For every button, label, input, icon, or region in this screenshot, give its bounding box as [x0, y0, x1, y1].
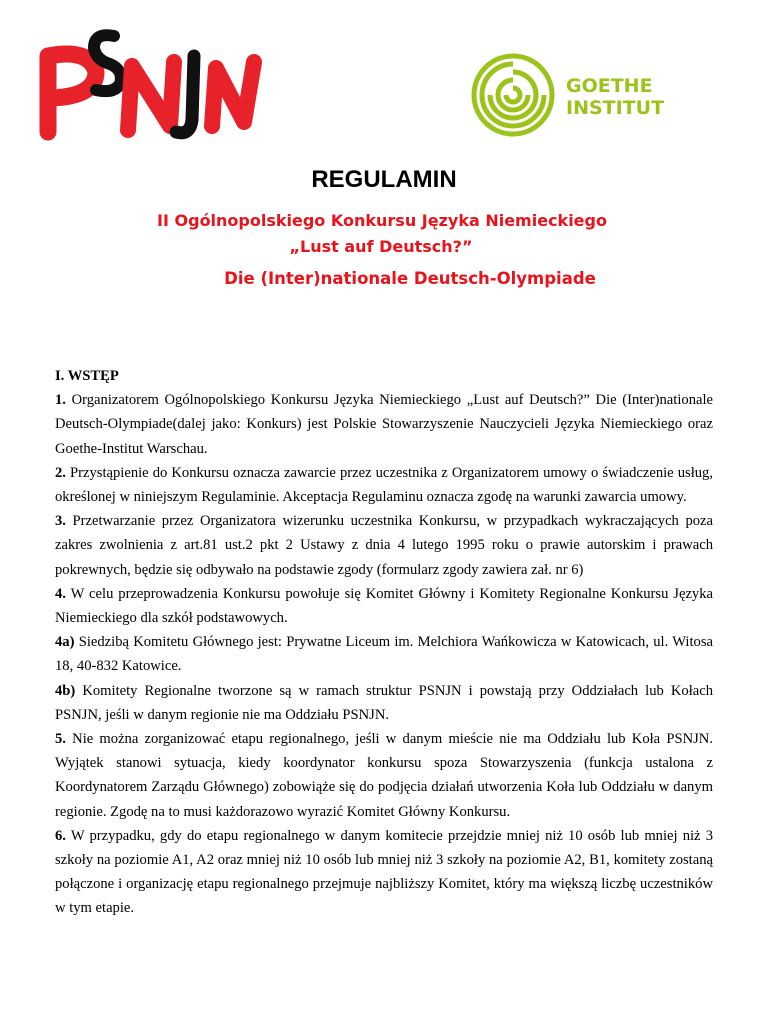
paragraph-number: 6. — [55, 827, 66, 844]
paragraph-text: Organizatorem Ogólnopolskiego Konkursu Języka Niemieckiego „Lust auf Deutsch?” Die (Inter)nationale Deutsch-Olympiade(dalej jako: Konkurs) jest Polskie Stowarzyszenie Nauczycieli Języka Niemieckiego oraz Goethe-Institut Warschau. — [55, 392, 714, 457]
logo-letter-n2 — [212, 62, 254, 126]
paragraph-text: Przystąpienie do Konkursu oznacza zawarcie przez uczestnika z Organizatorem umowy o świadczenie usług, określonej w niniejszym Regulaminie. Akceptacja Regulaminu oznacza zgodę na warunki zawarcia umowy. — [55, 464, 713, 506]
paragraph-1 — [55, 388, 713, 461]
paragraph-text: Nie można zorganizować etapu regionalnego, jeśli w danym mieście nie ma Oddziału lub Koła PSNJN. Wyjątek stanowi sytuacja, kiedy koordynator konkursu spoza Stowarzyszenia (funkcja ustalona z Koordynatorem Zarządu Głównego) zobowiąże się do podjęcia działań utworzenia Koła lub Oddziału w danym regionie. Zgodę na to musi każdorazowo wyrazić Komitet Główny Konkursu. — [55, 731, 713, 820]
subtitle-motto: „Lust auf Deutsch?” — [289, 237, 473, 256]
paragraph-number: 1. — [55, 392, 66, 409]
goethe-line1: GOETHE — [566, 75, 653, 97]
paragraph-4 — [55, 582, 713, 630]
subtitle-contest-name: II Ogólnopolskiego Konkursu Języka Niemieckiego — [157, 211, 607, 230]
paragraph-number: 3. — [55, 513, 66, 530]
document-title: REGULAMIN — [311, 166, 457, 193]
paragraph-text: Komitety Regionalne tworzone są w ramach struktur PSNJN i powstają przy Oddziałach lub Kołach PSNJN, jeśli w danym regionie nie ma Oddziału PSNJN. — [55, 682, 713, 723]
psnjn-logo — [30, 22, 270, 142]
paragraph-number: 4b) — [55, 682, 76, 699]
paragraph-text: W celu przeprowadzenia Konkursu powołuje się Komitet Główny i Komitety Regionalne Konkursu Języka Niemieckiego dla szkół podstawowych. — [55, 585, 713, 627]
logo-letter-n1 — [128, 62, 174, 130]
subtitle-olympiade: Die (Inter)nationale Deutsch-Olympiade — [224, 269, 596, 288]
paragraph-2 — [55, 461, 713, 509]
goethe-spiral-icon — [474, 56, 552, 134]
paragraph-5 — [55, 727, 713, 824]
paragraph-text: Siedzibą Komitetu Głównego jest: Prywatne Liceum im. Melchiora Wańkowicza w Katowicach, ul. Witosa 18, 40-832 Katowice. — [55, 634, 713, 675]
paragraph-6 — [55, 824, 713, 921]
paragraph-number: 2. — [55, 464, 66, 481]
paragraph-number: 4. — [55, 585, 66, 602]
paragraph-text: W przypadku, gdy do etapu regionalnego w danym komitecie przejdzie mniej niż 10 osób lub mniej niż 3 szkoły na poziomie A1, A2 oraz mniej niż 10 osób lub mniej niż 3 szkoły na poziomie A2, B1, komitety zostaną połączone i organizację etapu regionalnego przejmuje najbliższy Komitet, który ma większą liczbę uczestników w tym etapie. — [55, 827, 713, 917]
paragraph-number: 4a) — [55, 634, 75, 651]
paragraph-text: Przetwarzanie przez Organizatora wizerunku uczestnika Konkursu, w przypadkach wykraczających poza zakres zwolnienia z art.81 ust.2 pkt 2 Ustawy z dnia 4 lutego 1995 roku o prawie autorskim i prawach pokrewnych, będzie się odbywało na podstawie zgody (formularz zgody zawiera zał. nr 6) — [55, 513, 713, 578]
paragraph-number: 5. — [55, 731, 66, 748]
goethe-institut-logo — [468, 50, 678, 140]
logo-letter-p — [48, 54, 96, 132]
paragraph-3 — [55, 509, 713, 582]
goethe-line2: INSTITUT — [566, 97, 665, 119]
paragraph-4b — [55, 679, 713, 727]
section-heading: I. WSTĘP — [55, 368, 119, 384]
paragraph-4a — [55, 630, 713, 678]
regulations-body — [55, 364, 713, 921]
